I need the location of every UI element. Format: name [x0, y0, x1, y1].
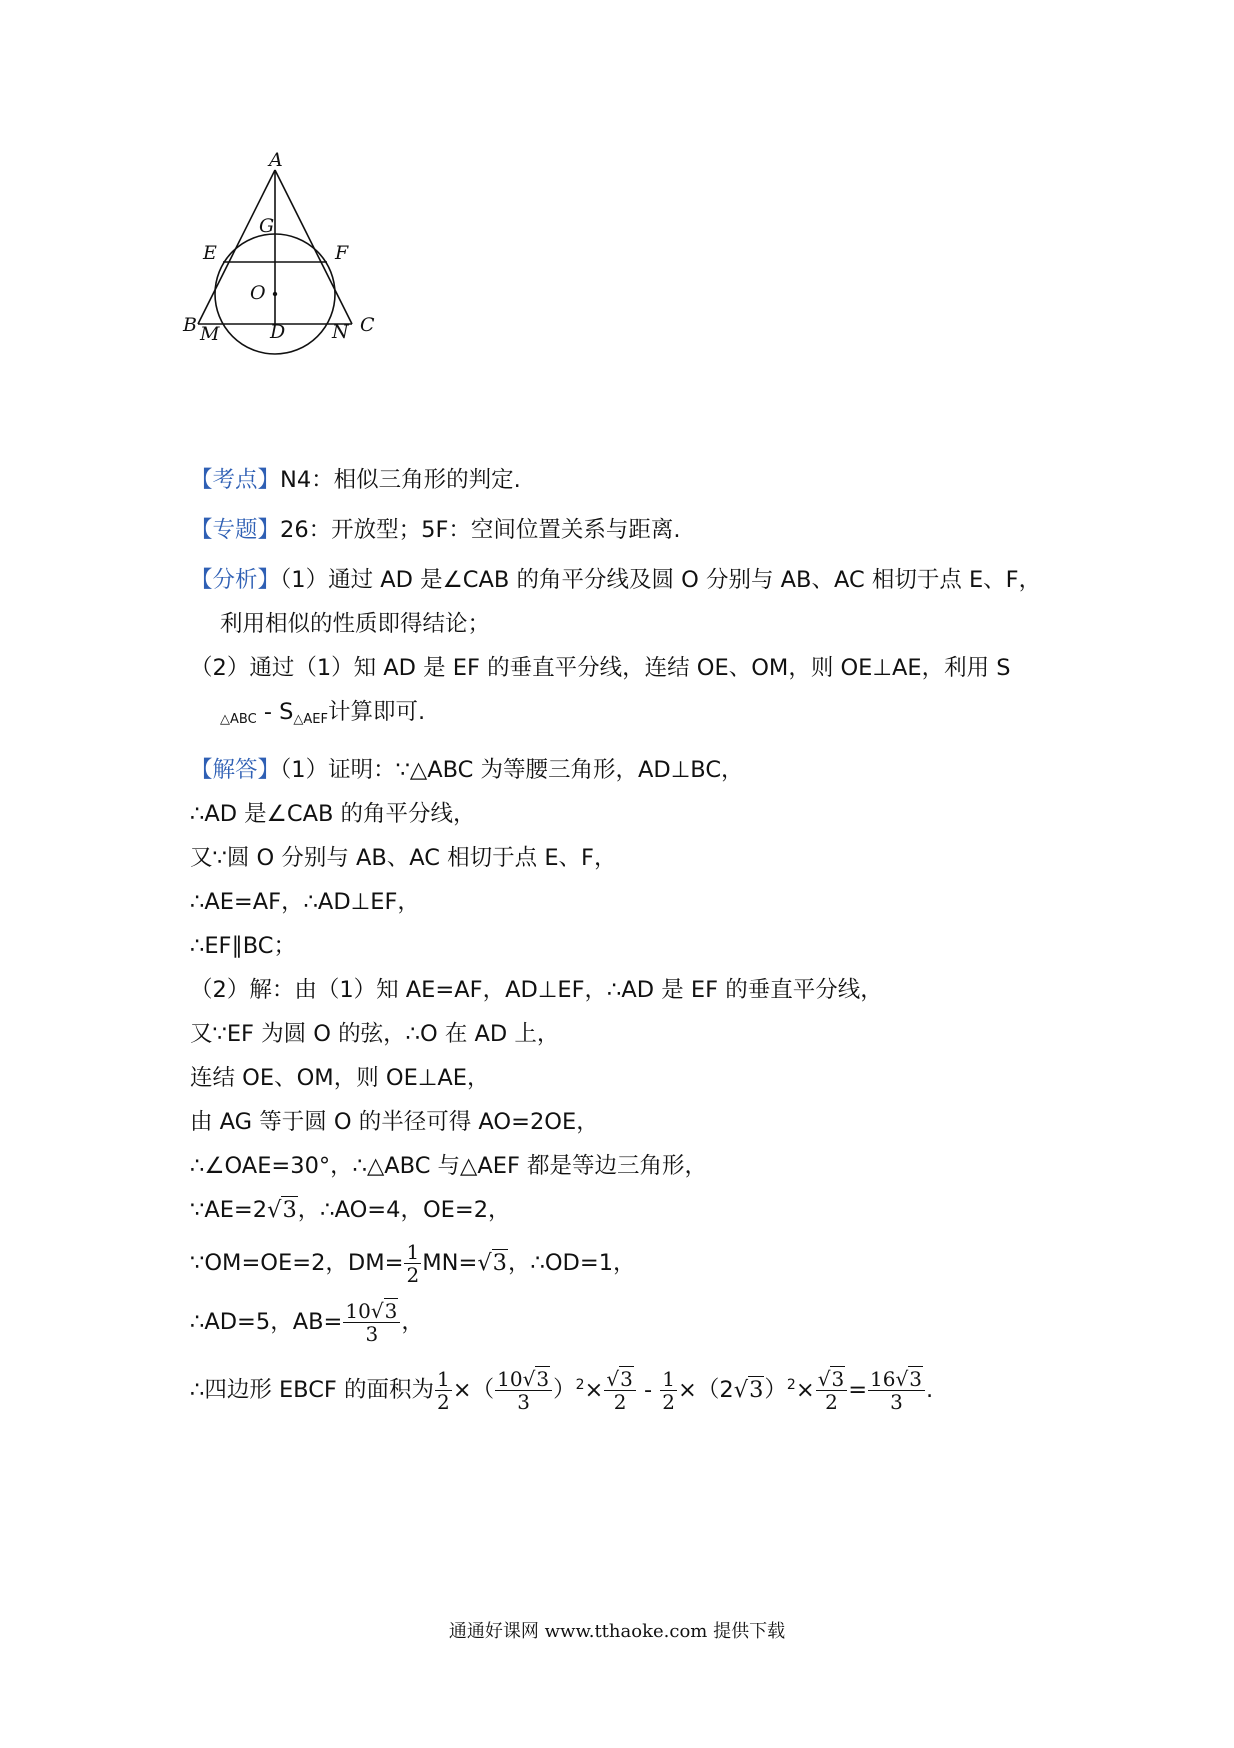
times-sign: ×: [678, 1377, 697, 1403]
jieda-line-1: [190, 755, 1070, 785]
mn-text: MN=: [422, 1250, 478, 1276]
triangle-circle-diagram: [183, 149, 445, 408]
fraction-f3: $\frac{√3}{2}$: [604, 1368, 635, 1413]
sqrt-3: √3: [733, 1377, 764, 1403]
fraction-f5: $\frac{√3}{2}$: [816, 1368, 847, 1413]
minus-sign: -: [636, 1377, 660, 1403]
ae-suffix: ，∴AO=4，OE=2，: [297, 1197, 511, 1223]
jieda-text-4: ∴AE=AF，∴AD⊥EF，: [190, 889, 420, 915]
label-b: B: [183, 314, 197, 336]
center-point-o: [273, 292, 277, 296]
ab-suffix: ，: [401, 1309, 424, 1335]
sqrt-3: √3: [267, 1197, 297, 1223]
fraction-f1: $\frac{1}{2}$: [437, 1367, 450, 1414]
jieda-text-9: 由 AG 等于圆 O 的半径可得 AO=2OE，: [190, 1109, 599, 1135]
od-text: ，∴OD=1，: [508, 1250, 636, 1276]
fraction-f4: $\frac{1}{2}$: [662, 1367, 676, 1414]
jieda-text-3: 又∵圆 O 分别与 AB、AC 相切于点 E、F，: [190, 845, 617, 871]
jieda-line-9: [190, 1107, 1070, 1137]
fenxi-minus-s: - S: [256, 699, 294, 725]
fraction-one-half: $\frac{1}{2}$: [406, 1240, 420, 1287]
solution-content: [190, 465, 1070, 1414]
sqrt-3: √3: [477, 1250, 507, 1276]
zhuanti-line: [190, 515, 1070, 545]
jieda-text-6: （2）解：由（1）知 AE=AF，AD⊥EF，∴AD 是 EF 的垂直平分线，: [190, 977, 883, 1003]
dm-prefix: ∵OM=OE=2，DM=: [190, 1250, 404, 1276]
footer-source: 通通好课网 www.tthaoke.com 提供下载: [448, 1621, 786, 1642]
jieda-line-8: [190, 1063, 1070, 1093]
label-c: C: [360, 314, 375, 336]
fraction-10-root3-over-3: $\frac{10√3}{3}$: [343, 1300, 400, 1345]
jieda-line-3: [190, 843, 1070, 873]
square-exponent: 2: [575, 1377, 585, 1393]
jieda-line-7: [190, 1019, 1070, 1049]
fraction-f6: $\frac{16√3}{3}$: [868, 1368, 925, 1413]
geometry-figure: [183, 149, 445, 408]
fenxi-text-1: （1）通过 AD 是∠CAB 的角平分线及圆 O 分别与 AB、AC 相切于点 E、F，: [280, 567, 1042, 593]
period: .: [925, 1377, 934, 1403]
fenxi-tag: 【分析】: [190, 567, 281, 593]
fraction-f2: $\frac{10√3}{3}$: [495, 1368, 552, 1413]
left-paren: （: [696, 1377, 720, 1403]
kaodian-text: N4：相似三角形的判定.: [280, 467, 521, 493]
zhuanti-tag: 【专题】: [190, 517, 281, 543]
label-f: F: [335, 242, 349, 264]
right-paren: ）: [553, 1377, 576, 1403]
square-exponent: 2: [786, 1377, 796, 1393]
left-paren: （: [471, 1377, 495, 1403]
label-e: E: [203, 242, 217, 264]
jieda-text-5: ∴EF∥BC；: [190, 933, 296, 959]
jieda-tag: 【解答】: [190, 757, 281, 783]
ae-prefix: ∵AE=2: [190, 1197, 268, 1223]
fenxi-line-1: [190, 565, 1070, 595]
times-sign: ×: [452, 1377, 472, 1403]
ad-ab-prefix: ∴AD=5，AB=: [190, 1309, 343, 1335]
jieda-text-7: 又∵EF 为圆 O 的弦，∴O 在 AD 上，: [190, 1021, 560, 1047]
jieda-line-2: [190, 799, 1070, 829]
fenxi-text-2: 利用相似的性质即得结论；: [220, 611, 491, 637]
jieda-line-10: [190, 1151, 1070, 1181]
fenxi-line-2: [190, 609, 1070, 639]
label-d: D: [270, 321, 286, 343]
jieda-line-11: [190, 1195, 1070, 1225]
jieda-text-8: 连结 OE、OM，则 OE⊥AE，: [190, 1065, 490, 1091]
area-prefix: ∴四边形 EBCF 的面积为: [190, 1377, 435, 1403]
jieda-line-5: [190, 931, 1070, 961]
right-paren: ）: [764, 1377, 787, 1403]
subscript-aef: △AEF: [293, 712, 328, 727]
zhuanti-text: 26：开放型；5F：空间位置关系与距离.: [280, 517, 681, 543]
label-n: N: [332, 321, 349, 343]
label-o: O: [250, 282, 266, 304]
jieda-line-4: [190, 887, 1070, 917]
times-sign: ×: [584, 1377, 604, 1403]
jieda-text-1: （1）证明：∵△ABC 为等腰三角形，AD⊥BC，: [280, 757, 744, 783]
jieda-line-6: [190, 975, 1070, 1005]
equals-sign: =: [848, 1377, 868, 1403]
coef-2: 2: [719, 1377, 734, 1403]
kaodian-tag: 【考点】: [190, 467, 281, 493]
label-m: M: [200, 323, 220, 345]
fenxi-line-3: [190, 653, 1070, 683]
jieda-line-12: [190, 1239, 1070, 1287]
times-sign: ×: [795, 1377, 815, 1403]
subscript-abc: △ABC: [220, 712, 257, 727]
jieda-line-13: [190, 1297, 1070, 1347]
jieda-line-14: [190, 1359, 1070, 1414]
fenxi-text-4: 计算即可.: [327, 699, 426, 725]
label-g: G: [259, 215, 275, 237]
label-a: A: [269, 149, 283, 171]
jieda-text-2: ∴AD 是∠CAB 的角平分线，: [190, 801, 476, 827]
kaodian-line: [190, 465, 1070, 495]
fenxi-text-3: （2）通过（1）知 AD 是 EF 的垂直平分线，连结 OE、OM，则 OE⊥AE，利用 S: [190, 655, 1011, 681]
jieda-text-10: ∴∠OAE=30°，∴△ABC 与△AEF 都是等边三角形，: [190, 1153, 708, 1179]
fenxi-line-4: [190, 697, 1070, 735]
